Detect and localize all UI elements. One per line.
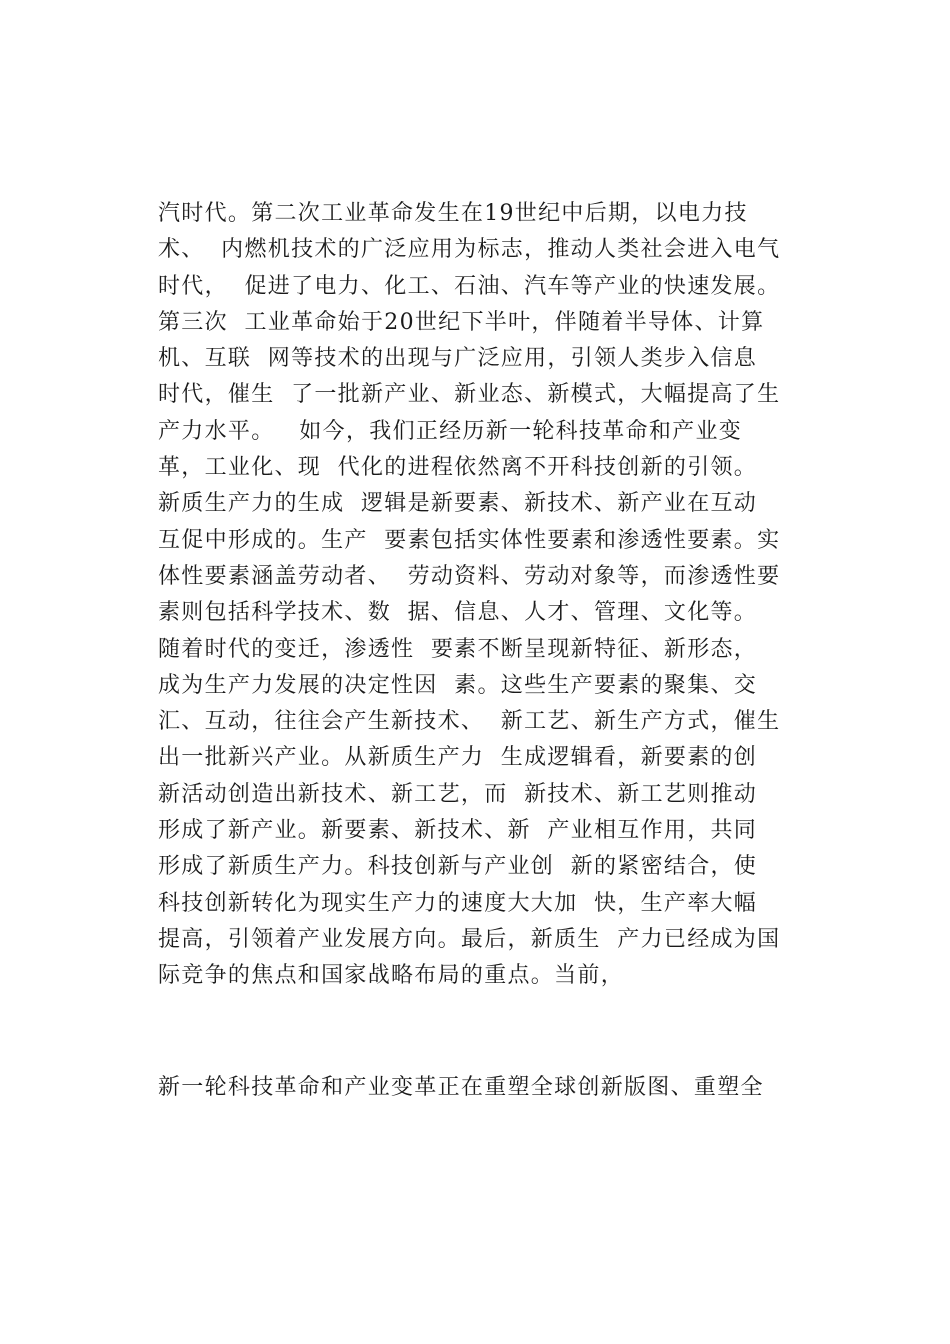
text-line: 出一批新兴产业。从新质生产力 生成逻辑看，新要素的创 <box>158 745 758 771</box>
text-line: 素则包括科学技术、数 据、信息、人才、管理、文化等。 <box>158 600 758 626</box>
text-line: 形成了新质生产力。科技创新与产业创 新的紧密结合，使 <box>158 854 758 880</box>
text-line: 汽时代。第二次工业革命发生在19世纪中后期，以电力技 <box>158 201 748 226</box>
text-line: 科技创新转化为现实生产力的速度大大加 快，生产率大幅 <box>158 890 758 916</box>
text-line: 革，工业化、现 代化的进程依然离不开科技创新的引领。 <box>158 455 758 481</box>
text-line: 随着时代的变迁，渗透性 要素不断呈现新特征、新形态， <box>158 636 758 662</box>
text-line: 汇、互动，往往会产生新技术、 新工艺、新生产方式，催生 <box>158 709 781 735</box>
text-line: 第三次 工业革命始于20世纪下半叶，伴随着半导体、计算 <box>158 309 765 335</box>
text-line: 体性要素涵盖劳动者、 劳动资料、劳动对象等，而渗透性要 <box>158 563 781 589</box>
text-line: 互促中形成的。生产 要素包括实体性要素和渗透性要素。实 <box>158 527 781 553</box>
text-line: 机、互联 网等技术的出现与广泛应用，引领人类步入信息 <box>158 346 758 372</box>
text-line: 时代， 促进了电力、化工、石油、汽车等产业的快速发展。 <box>158 273 781 299</box>
text-line: 新质生产力的生成 逻辑是新要素、新技术、新产业在互动 <box>158 491 758 517</box>
trailing-text-line: 新一轮科技革命和产业变革正在重塑全球创新版图、重塑全 <box>158 1075 764 1100</box>
text-line: 术、 内燃机技术的广泛应用为标志，推动人类社会进入电气 <box>158 237 781 263</box>
text-line: 时代，催生 了一批新产业、新业态、新模式，大幅提高了生 <box>158 382 781 408</box>
text-line: 提高，引领着产业发展方向。最后，新质生 产力已经成为国 <box>158 926 781 952</box>
text-line: 产力水平。 如今，我们正经历新一轮科技革命和产业变 <box>158 418 743 444</box>
text-line: 新活动创造出新技术、新工艺，而 新技术、新工艺则推动 <box>158 781 758 807</box>
text-line: 形成了新产业。新要素、新技术、新 产业相互作用，共同 <box>158 818 758 844</box>
text-line: 成为生产力发展的决定性因 素。这些生产要素的聚集、交 <box>158 672 758 698</box>
body-paragraph <box>158 196 838 995</box>
text-line: 际竞争的焦点和国家战略布局的重点。当前， <box>158 963 625 989</box>
